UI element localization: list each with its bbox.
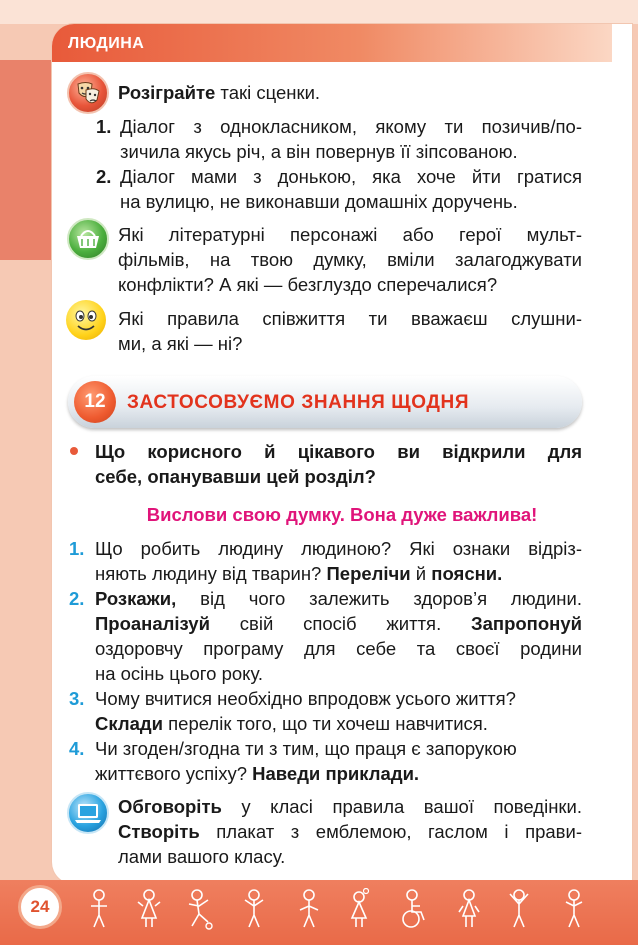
task3-line1: Які правила співжиття ти вважаєш слушни- [118, 308, 582, 329]
child-figure-icon [505, 888, 533, 930]
child-figure-icon [455, 888, 483, 930]
task2-line2: фільмів, на твою думку, вміли залагоджувати [118, 249, 582, 270]
chapter-title: ЛЮДИНА [68, 35, 145, 52]
child-figure-icon [240, 888, 268, 930]
task1-item2-number: 2. [96, 166, 112, 187]
task1-item1-line1: Діалог з однокласником, якому ти позичив/по- [120, 116, 582, 137]
question-line2: себе, опанувавши цей розділ? [95, 466, 376, 487]
item4-line1: Чи згоден/згодна ти з тим, що праця є запорукою [95, 738, 517, 759]
top-strip [0, 0, 638, 24]
item3-number: 3. [69, 688, 85, 709]
item2-line4: на осінь цього року. [95, 663, 263, 684]
task3-line2: ми, а які — ні? [118, 333, 243, 354]
child-figure-icon [185, 888, 213, 930]
task1-item1-line2: зичила якусь річ, а він повернув її зіпсованою. [120, 141, 518, 162]
wheelchair-child-icon [400, 888, 428, 930]
child-figure-icon [135, 888, 163, 930]
item2-line2: Проаналізуй свій спосіб життя. Запропонуй [95, 613, 582, 634]
section-number-badge: 12 [74, 381, 116, 423]
item1-line2: няють людину від тварин? Перелічи й поясни. [95, 563, 503, 584]
item1-number: 1. [69, 538, 85, 559]
task4-line1: Обговоріть у класі правила вашої поведінки. [118, 796, 582, 817]
task4-line3: лами вашого класу. [118, 846, 286, 867]
task2-line1: Які літературні персонажі або герої мульт- [118, 224, 582, 245]
item2-line3: оздоровчу програму для себе та своєї родини [95, 638, 582, 659]
item1-line1: Що робить людину людиною? Які ознаки відріз- [95, 538, 582, 559]
smiley-face-icon [66, 300, 106, 340]
call-to-action: Вислови свою думку. Вона дуже важлива! [146, 504, 538, 525]
item3-line2: Склади перелік того, що ти хочеш навчитися. [95, 713, 488, 734]
task1-item2-line2: на вулицю, не виконавши домашніх доручень. [120, 191, 518, 212]
task4-line2: Створіть плакат з емблемою, гаслом і прави- [118, 821, 582, 842]
child-figure-icon [560, 888, 588, 930]
item3-line1: Чому вчитися необхідно впродовж усього життя? [95, 688, 516, 709]
theater-masks-icon [67, 72, 109, 114]
item2-line1: Розкажи, від чого залежить здоров’я людини. [95, 588, 582, 609]
bullet-dot [70, 447, 78, 455]
task1-intro: Розіграйте такі сценки. [118, 82, 321, 103]
item4-number: 4. [69, 738, 85, 759]
section-title: ЗАСТОСОВУЄМО ЗНАННЯ ЩОДНЯ [127, 392, 470, 413]
decorative-children-row [80, 888, 620, 932]
task2-line3: конфлікти? А які — безглуздо сперечалися? [118, 274, 498, 295]
computer-icon [67, 792, 109, 834]
task1-item1-number: 1. [96, 116, 112, 137]
item4-line2: життєвого успіху? Наведи приклади. [95, 763, 420, 784]
page-number: 24 [18, 885, 62, 929]
item2-number: 2. [69, 588, 85, 609]
child-figure-icon [85, 888, 113, 930]
task1-item2-line1: Діалог мами з донькою, яка хоче йти гратися [120, 166, 582, 187]
question-line1: Що корисного й цікавого ви відкрили для [95, 441, 582, 462]
basket-icon [67, 218, 109, 260]
child-figure-icon [295, 888, 323, 930]
chapter-header [52, 24, 612, 62]
child-figure-icon [345, 888, 373, 930]
